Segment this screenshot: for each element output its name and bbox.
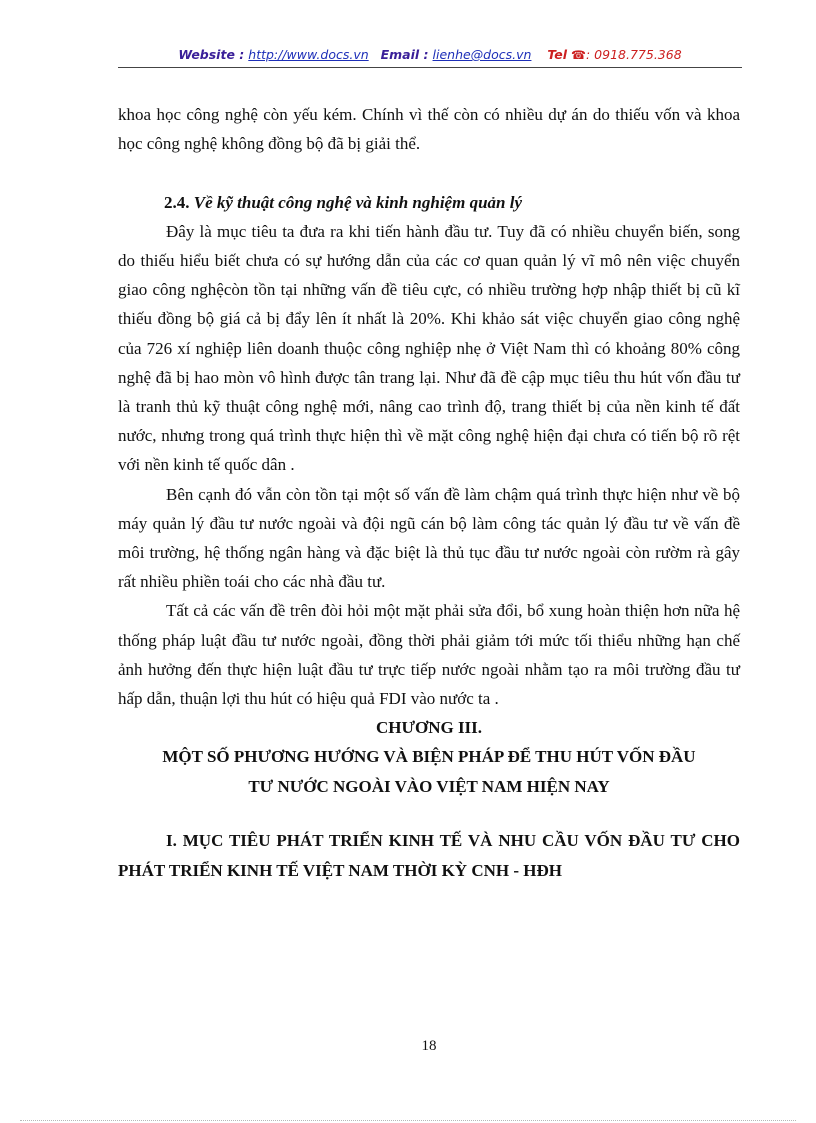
- tel-number: : 0918.775.368: [585, 47, 682, 62]
- spacer: [118, 158, 740, 187]
- header-divider: [118, 67, 742, 68]
- chapter-title-line-1: MỘT SỐ PHƯƠNG HƯỚNG VÀ BIỆN PHÁP ĐỂ THU HÚT VỐN ĐẦU: [162, 747, 696, 767]
- document-body: [118, 100, 740, 886]
- chapter-title-line-2: TƯ NƯỚC NGOÀI VÀO VIỆT NAM HIỆN NAY: [248, 776, 610, 796]
- paragraph-obstacles: Bên cạnh đó vẫn còn tồn tại một số vấn đề làm chậm quá trình thực hiện như về bộ máy quản lý đầu tư nước ngoài và đội ngũ cán bộ làm công tác quản lý đầu tư về vấn đề môi trường, hệ thống ngân hàng và đặc biệt là thủ tục đầu tư nước ngoài còn rườm rà gây rất nhiều phiền toái cho các nhà đầu tư.: [118, 484, 740, 592]
- paragraph-technology: Đây là mục tiêu ta đưa ra khi tiến hành đầu tư. Tuy đã có nhiều chuyển biến, song do thiếu hiểu biết chưa có sự hướng dẫn của các cơ quan quản lý vĩ mô nên việc chuyển giao công nghệcòn tồn tại những vấn đề tiêu cực, có nhiều trường hợp nhập thiết bị cũ kĩ thiếu đồng bộ giá cả bị đẩy lên ít nhất là 20%. Khi khảo sát việc chuyển giao công nghệ của 726 xí nghiệp liên doanh thuộc công nghiệp nhẹ ở Việt Nam thì có khoảng 80% công nghệ đã bị hao mòn vô hình được tân trang lại. Như đã đề cập mục tiêu thu hút vốn đầu tư là tranh thủ kỹ thuật công nghệ mới, nâng cao trình độ, trang thiết bị của nền kinh tế đất nước, nhưng trong quá trình thực hiện thì về mặt công nghệ hiện đại chưa có tiến bộ rõ rệt với nền kinh tế quốc dân .: [118, 221, 740, 475]
- page-header: [118, 46, 742, 64]
- email-separator: :: [419, 47, 429, 62]
- footer-divider: [20, 1120, 796, 1121]
- website-link[interactable]: http://www.docs.vn: [248, 47, 369, 62]
- email-link[interactable]: lienhe@docs.vn: [432, 47, 532, 62]
- email-label: Email: [380, 47, 420, 62]
- section-title: Về kỹ thuật công nghệ và kinh nghiệm quản lý: [193, 192, 522, 212]
- heading-section-i: I. MỤC TIÊU PHÁT TRIỂN KINH TẾ VÀ NHU CẦU VỐN ĐẦU TƯ CHO PHÁT TRIỂN KINH TẾ VIỆT NAM THỜI KỲ CNH - HĐH: [118, 830, 740, 880]
- phone-icon: ☎: [571, 48, 586, 62]
- chapter-label: CHƯƠNG III.: [375, 718, 483, 738]
- tel-label: Tel: [547, 47, 568, 62]
- paragraph-continuation: khoa học công nghệ còn yếu kém. Chính vì thế còn có nhiều dự án do thiếu vốn và khoa học công nghệ không đồng bộ đã bị giải thể.: [118, 105, 740, 154]
- website-label: Website :: [178, 47, 245, 62]
- section-heading: [118, 188, 740, 217]
- spacer: [118, 801, 740, 826]
- page-number: 18: [421, 1038, 437, 1054]
- section-number: 2.4.: [164, 192, 190, 212]
- paragraph-conclusion: Tất cả các vấn đề trên đòi hỏi một mặt phải sửa đổi, bổ xung hoàn thiện hơn nữa hệ thống pháp luật đầu tư nước ngoài, đồng thời phải giảm tới mức tối thiểu những hạn chế ảnh hưởng đến thực hiện luật đầu tư trực tiếp nước ngoài nhằm tạo ra môi trường đầu tư hấp dẫn, thuận lợi thu hút có hiệu quả FDI vào nước ta .: [118, 601, 740, 709]
